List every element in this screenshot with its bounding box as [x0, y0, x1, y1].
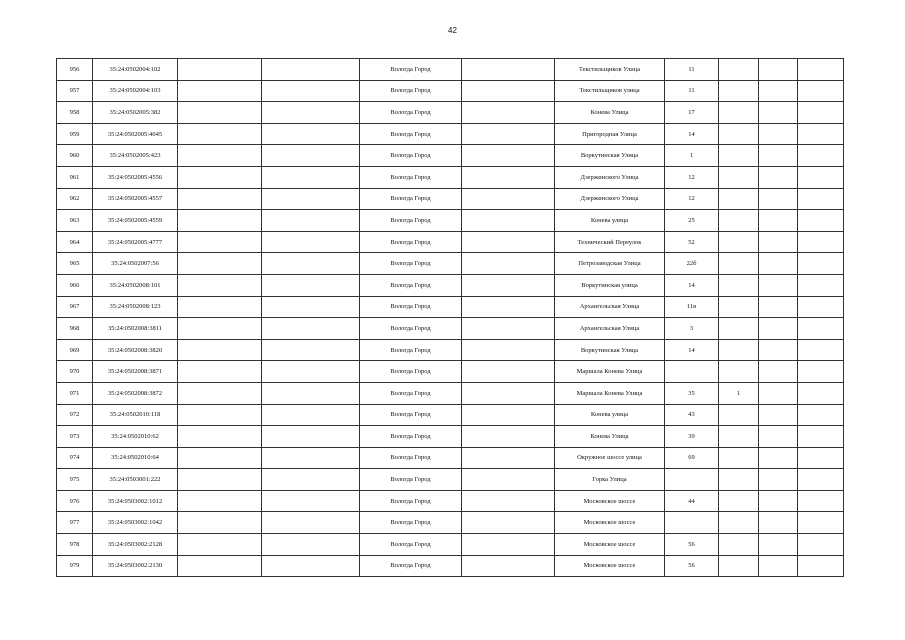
street-cell: Воркутинская Улица — [555, 339, 665, 361]
table-row — [57, 469, 844, 491]
city-cell: Вологда Город — [360, 339, 462, 361]
empty-cell — [798, 253, 844, 275]
street-cell: Конева улица — [555, 404, 665, 426]
table-row — [57, 231, 844, 253]
empty-cell — [178, 253, 262, 275]
table-row — [57, 102, 844, 124]
empty-cell — [178, 555, 262, 577]
empty-cell — [462, 534, 555, 556]
empty-cell — [178, 361, 262, 383]
empty-cell — [262, 145, 360, 167]
building-cell — [719, 490, 759, 512]
table-row — [57, 490, 844, 512]
street-cell: Дзержинского Улица — [555, 166, 665, 188]
table-row — [57, 512, 844, 534]
cadastral-number-cell: 35:24:0502005:4557 — [93, 188, 178, 210]
table-row — [57, 296, 844, 318]
empty-cell — [759, 253, 798, 275]
city-cell: Вологда Город — [360, 490, 462, 512]
street-cell: Воркутинская Улица — [555, 145, 665, 167]
table-row — [57, 404, 844, 426]
house-number-cell — [665, 469, 719, 491]
house-number-cell: 52 — [665, 231, 719, 253]
house-number-cell: 44 — [665, 490, 719, 512]
empty-cell — [178, 339, 262, 361]
house-number-cell — [665, 361, 719, 383]
empty-cell — [759, 80, 798, 102]
empty-cell — [798, 188, 844, 210]
building-cell — [719, 361, 759, 383]
empty-cell — [462, 231, 555, 253]
city-cell: Вологда Город — [360, 512, 462, 534]
row-number-cell: 959 — [57, 123, 93, 145]
empty-cell — [759, 534, 798, 556]
empty-cell — [178, 188, 262, 210]
row-number-cell: 961 — [57, 166, 93, 188]
empty-cell — [798, 59, 844, 81]
row-number-cell: 956 — [57, 59, 93, 81]
empty-cell — [462, 339, 555, 361]
empty-cell — [178, 447, 262, 469]
empty-cell — [798, 296, 844, 318]
empty-cell — [462, 210, 555, 232]
house-number-cell: 14 — [665, 339, 719, 361]
empty-cell — [759, 166, 798, 188]
empty-cell — [262, 318, 360, 340]
building-cell — [719, 102, 759, 124]
row-number-cell: 970 — [57, 361, 93, 383]
building-cell — [719, 166, 759, 188]
cadastral-number-cell: 35:24:0502005:382 — [93, 102, 178, 124]
house-number-cell: 14 — [665, 274, 719, 296]
building-cell — [719, 145, 759, 167]
empty-cell — [262, 512, 360, 534]
empty-cell — [462, 59, 555, 81]
cadastral-number-cell: 35:24:0503002:1012 — [93, 490, 178, 512]
empty-cell — [262, 469, 360, 491]
house-number-cell: 69 — [665, 447, 719, 469]
empty-cell — [798, 80, 844, 102]
city-cell: Вологда Город — [360, 426, 462, 448]
empty-cell — [462, 296, 555, 318]
house-number-cell: 11 — [665, 59, 719, 81]
empty-cell — [462, 318, 555, 340]
cadastral-number-cell: 35:24:0502008:3872 — [93, 382, 178, 404]
table-row — [57, 318, 844, 340]
city-cell: Вологда Город — [360, 59, 462, 81]
building-cell — [719, 188, 759, 210]
empty-cell — [262, 274, 360, 296]
street-cell: Маршала Конева Улица — [555, 361, 665, 383]
table-row — [57, 382, 844, 404]
empty-cell — [798, 534, 844, 556]
table-row — [57, 361, 844, 383]
empty-cell — [262, 426, 360, 448]
empty-cell — [262, 123, 360, 145]
city-cell: Вологда Город — [360, 534, 462, 556]
empty-cell — [798, 361, 844, 383]
empty-cell — [178, 231, 262, 253]
empty-cell — [462, 512, 555, 534]
empty-cell — [759, 447, 798, 469]
empty-cell — [759, 296, 798, 318]
empty-cell — [178, 166, 262, 188]
empty-cell — [462, 123, 555, 145]
row-number-cell: 973 — [57, 426, 93, 448]
empty-cell — [262, 102, 360, 124]
row-number-cell: 960 — [57, 145, 93, 167]
building-cell — [719, 210, 759, 232]
empty-cell — [178, 145, 262, 167]
empty-cell — [798, 469, 844, 491]
building-cell — [719, 318, 759, 340]
empty-cell — [462, 166, 555, 188]
empty-cell — [759, 382, 798, 404]
empty-cell — [178, 534, 262, 556]
empty-cell — [262, 534, 360, 556]
building-cell — [719, 296, 759, 318]
city-cell: Вологда Город — [360, 296, 462, 318]
street-cell: Текстильщиков Улица — [555, 59, 665, 81]
building-cell — [719, 231, 759, 253]
row-number-cell: 976 — [57, 490, 93, 512]
house-number-cell: 25 — [665, 210, 719, 232]
cadastral-number-cell: 35:24:0502005:4559 — [93, 210, 178, 232]
empty-cell — [759, 490, 798, 512]
cadastral-number-cell: 35:24:0502005:4777 — [93, 231, 178, 253]
building-cell — [719, 512, 759, 534]
empty-cell — [178, 490, 262, 512]
cadastral-number-cell: 35:24:0502007:56 — [93, 253, 178, 275]
city-cell: Вологда Город — [360, 555, 462, 577]
building-cell — [719, 274, 759, 296]
city-cell: Вологда Город — [360, 382, 462, 404]
empty-cell — [462, 555, 555, 577]
cadastral-number-cell: 35:24:0502008:101 — [93, 274, 178, 296]
empty-cell — [462, 447, 555, 469]
table-row — [57, 253, 844, 275]
empty-cell — [798, 339, 844, 361]
empty-cell — [262, 296, 360, 318]
empty-cell — [262, 404, 360, 426]
table-row — [57, 447, 844, 469]
empty-cell — [798, 382, 844, 404]
row-number-cell: 975 — [57, 469, 93, 491]
empty-cell — [462, 80, 555, 102]
city-cell: Вологда Город — [360, 231, 462, 253]
cadastral-number-cell: 35:24:0502008:123 — [93, 296, 178, 318]
empty-cell — [462, 274, 555, 296]
row-number-cell: 965 — [57, 253, 93, 275]
street-cell: Технический Переулок — [555, 231, 665, 253]
empty-cell — [462, 253, 555, 275]
city-cell: Вологда Город — [360, 447, 462, 469]
cadastral-number-cell: 35:24:0502008:3871 — [93, 361, 178, 383]
cadastral-number-cell: 35:24:0502010:62 — [93, 426, 178, 448]
empty-cell — [178, 318, 262, 340]
empty-cell — [462, 490, 555, 512]
empty-cell — [178, 274, 262, 296]
street-cell: Конева улица — [555, 210, 665, 232]
empty-cell — [759, 318, 798, 340]
empty-cell — [462, 404, 555, 426]
empty-cell — [759, 274, 798, 296]
city-cell: Вологда Город — [360, 469, 462, 491]
empty-cell — [178, 512, 262, 534]
street-cell: Московское шоссе — [555, 555, 665, 577]
registry-body — [57, 59, 844, 577]
page-number: 42 — [448, 26, 457, 35]
street-cell: Маршала Конева Улица — [555, 382, 665, 404]
empty-cell — [262, 339, 360, 361]
building-cell — [719, 555, 759, 577]
street-cell: Архангельская Улица — [555, 296, 665, 318]
empty-cell — [798, 555, 844, 577]
house-number-cell: 14 — [665, 123, 719, 145]
empty-cell — [759, 469, 798, 491]
building-cell — [719, 123, 759, 145]
building-cell — [719, 469, 759, 491]
cadastral-number-cell: 35:24:0502005:423 — [93, 145, 178, 167]
row-number-cell: 967 — [57, 296, 93, 318]
building-cell — [719, 80, 759, 102]
street-cell: Горка Улица — [555, 469, 665, 491]
empty-cell — [759, 426, 798, 448]
house-number-cell: 56 — [665, 555, 719, 577]
empty-cell — [798, 231, 844, 253]
cadastral-number-cell: 35:24:0502005:4045 — [93, 123, 178, 145]
empty-cell — [798, 447, 844, 469]
row-number-cell: 963 — [57, 210, 93, 232]
building-cell — [719, 447, 759, 469]
empty-cell — [798, 123, 844, 145]
city-cell: Вологда Город — [360, 80, 462, 102]
city-cell: Вологда Город — [360, 145, 462, 167]
table-row — [57, 145, 844, 167]
table-row — [57, 555, 844, 577]
empty-cell — [798, 512, 844, 534]
empty-cell — [759, 188, 798, 210]
building-cell — [719, 404, 759, 426]
row-number-cell: 969 — [57, 339, 93, 361]
city-cell: Вологда Город — [360, 274, 462, 296]
city-cell: Вологда Город — [360, 404, 462, 426]
house-number-cell: 12 — [665, 166, 719, 188]
empty-cell — [262, 447, 360, 469]
empty-cell — [262, 555, 360, 577]
empty-cell — [262, 188, 360, 210]
empty-cell — [759, 361, 798, 383]
row-number-cell: 979 — [57, 555, 93, 577]
table-row — [57, 59, 844, 81]
empty-cell — [462, 361, 555, 383]
empty-cell — [262, 80, 360, 102]
empty-cell — [759, 512, 798, 534]
empty-cell — [798, 210, 844, 232]
empty-cell — [178, 296, 262, 318]
table-row — [57, 274, 844, 296]
row-number-cell: 958 — [57, 102, 93, 124]
row-number-cell: 964 — [57, 231, 93, 253]
empty-cell — [798, 145, 844, 167]
building-cell — [719, 253, 759, 275]
empty-cell — [262, 166, 360, 188]
building-cell — [719, 426, 759, 448]
row-number-cell: 966 — [57, 274, 93, 296]
city-cell: Вологда Город — [360, 210, 462, 232]
empty-cell — [178, 382, 262, 404]
table-row — [57, 426, 844, 448]
house-number-cell: 43 — [665, 404, 719, 426]
city-cell: Вологда Город — [360, 123, 462, 145]
street-cell: Дзержинского Улица — [555, 188, 665, 210]
house-number-cell: 22б — [665, 253, 719, 275]
table-row — [57, 188, 844, 210]
cadastral-number-cell: 35:24:0502008:3811 — [93, 318, 178, 340]
row-number-cell: 957 — [57, 80, 93, 102]
cadastral-number-cell: 35:24:0503002:2128 — [93, 534, 178, 556]
street-cell: Текстильщиков улица — [555, 80, 665, 102]
empty-cell — [262, 253, 360, 275]
empty-cell — [262, 210, 360, 232]
empty-cell — [178, 404, 262, 426]
empty-cell — [759, 555, 798, 577]
house-number-cell: 35 — [665, 382, 719, 404]
empty-cell — [178, 102, 262, 124]
house-number-cell: 11 — [665, 80, 719, 102]
house-number-cell: 1 — [665, 145, 719, 167]
cadastral-number-cell: 35:24:0502010:118 — [93, 404, 178, 426]
empty-cell — [462, 469, 555, 491]
empty-cell — [178, 210, 262, 232]
city-cell: Вологда Город — [360, 166, 462, 188]
cadastral-number-cell: 35:24:0503002:1042 — [93, 512, 178, 534]
row-number-cell: 971 — [57, 382, 93, 404]
cadastral-number-cell: 35:24:0502004:103 — [93, 80, 178, 102]
empty-cell — [759, 404, 798, 426]
building-cell — [719, 339, 759, 361]
empty-cell — [798, 102, 844, 124]
empty-cell — [262, 490, 360, 512]
cadastral-number-cell: 35:24:0502004:102 — [93, 59, 178, 81]
cadastral-number-cell: 35:24:0503001:222 — [93, 469, 178, 491]
house-number-cell: 17 — [665, 102, 719, 124]
city-cell: Вологда Город — [360, 102, 462, 124]
building-cell — [719, 59, 759, 81]
empty-cell — [462, 145, 555, 167]
empty-cell — [262, 231, 360, 253]
cadastral-number-cell: 35:24:0502005:4556 — [93, 166, 178, 188]
house-number-cell: 56 — [665, 534, 719, 556]
row-number-cell: 962 — [57, 188, 93, 210]
house-number-cell: 11в — [665, 296, 719, 318]
cadastral-number-cell: 35:24:0502008:3820 — [93, 339, 178, 361]
cadastral-number-cell: 35:24:0502010:64 — [93, 447, 178, 469]
street-cell: Окружное шоссе улица — [555, 447, 665, 469]
city-cell: Вологда Город — [360, 188, 462, 210]
empty-cell — [798, 490, 844, 512]
empty-cell — [178, 80, 262, 102]
city-cell: Вологда Город — [360, 318, 462, 340]
empty-cell — [759, 102, 798, 124]
empty-cell — [178, 123, 262, 145]
street-cell: Московское шоссе — [555, 534, 665, 556]
table-row — [57, 80, 844, 102]
row-number-cell: 974 — [57, 447, 93, 469]
empty-cell — [462, 102, 555, 124]
empty-cell — [798, 274, 844, 296]
table-row — [57, 166, 844, 188]
house-number-cell: 3 — [665, 318, 719, 340]
registry-table — [56, 58, 844, 577]
table-row — [57, 339, 844, 361]
empty-cell — [759, 145, 798, 167]
row-number-cell: 978 — [57, 534, 93, 556]
building-cell — [719, 534, 759, 556]
city-cell: Вологда Город — [360, 253, 462, 275]
empty-cell — [759, 123, 798, 145]
table-row — [57, 123, 844, 145]
empty-cell — [178, 469, 262, 491]
street-cell: Конева Улица — [555, 102, 665, 124]
empty-cell — [462, 426, 555, 448]
house-number-cell: 12 — [665, 188, 719, 210]
building-cell: 1 — [719, 382, 759, 404]
empty-cell — [262, 361, 360, 383]
empty-cell — [798, 318, 844, 340]
empty-cell — [262, 59, 360, 81]
street-cell: Воркутинская улица — [555, 274, 665, 296]
empty-cell — [798, 404, 844, 426]
empty-cell — [462, 188, 555, 210]
street-cell: Пригородная Улица — [555, 123, 665, 145]
street-cell: Архангельская Улица — [555, 318, 665, 340]
street-cell: Московское шоссе — [555, 490, 665, 512]
empty-cell — [798, 426, 844, 448]
table-row — [57, 534, 844, 556]
empty-cell — [178, 426, 262, 448]
empty-cell — [262, 382, 360, 404]
empty-cell — [759, 339, 798, 361]
empty-cell — [759, 210, 798, 232]
empty-cell — [759, 231, 798, 253]
row-number-cell: 972 — [57, 404, 93, 426]
cadastral-number-cell: 35:24:0503002:2130 — [93, 555, 178, 577]
street-cell: Петрозаводская Улица — [555, 253, 665, 275]
empty-cell — [178, 59, 262, 81]
empty-cell — [798, 166, 844, 188]
city-cell: Вологда Город — [360, 361, 462, 383]
empty-cell — [462, 382, 555, 404]
row-number-cell: 977 — [57, 512, 93, 534]
house-number-cell: 39 — [665, 426, 719, 448]
row-number-cell: 968 — [57, 318, 93, 340]
table-row — [57, 210, 844, 232]
street-cell: Конева Улица — [555, 426, 665, 448]
street-cell: Московское шоссе — [555, 512, 665, 534]
house-number-cell — [665, 512, 719, 534]
empty-cell — [759, 59, 798, 81]
